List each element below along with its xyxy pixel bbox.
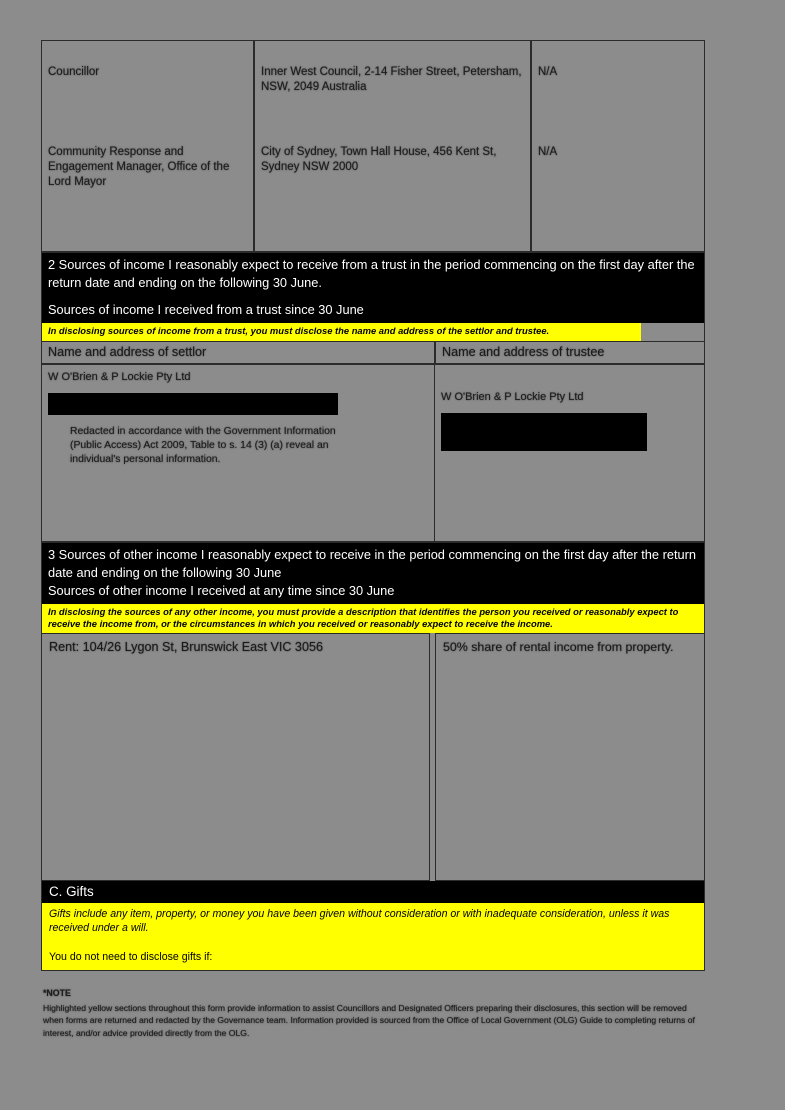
document-body (41, 40, 705, 1039)
trustee-name: W O'Brien & P Lockie Pty Ltd (441, 390, 584, 403)
section-c-guidance (41, 903, 705, 971)
section-c-guidance-text: Gifts include any item, property, or money you have been given without consideration or with inadequate consideration, unless it was received under a will. (49, 908, 670, 935)
other-value-1: N/A (538, 66, 558, 78)
redaction-bar-trustee (441, 413, 647, 451)
footnote-text: Highlighted yellow sections throughout this form provide information to assist Councillors and Designated Officers preparing their disclosures, this section will be removed when forms are returned and redacted by the Governance team. Information provided is sourced from the Office of Local Government (OLG) Guide to completing returns of interest, and/or advice provided directly from the OLG. (43, 1003, 695, 1038)
section2-guidance-row (41, 323, 705, 340)
footnote-label: *NOTE (43, 988, 71, 999)
trust-table-header (41, 341, 705, 364)
position-value-2: Community Response and Engagement Manager, Office of the Lord Mayor (48, 146, 230, 189)
footnote (41, 987, 705, 1039)
settlor-column-header: Name and address of settlor (41, 341, 435, 364)
guidance-filler (641, 323, 704, 340)
section3-heading-line1: 3 Sources of other income I reasonably expect to receive in the period commencing on the first day after the return date and ending on the following 30 June (48, 546, 697, 580)
other-column (531, 40, 705, 252)
section2-heading-line2: Sources of income I received from a trust since 30 June (48, 302, 364, 318)
address-value-2: City of Sydney, Town Hall House, 456 Kent St, Sydney NSW 2000 (261, 146, 497, 174)
section-c-title: C. Gifts (41, 881, 705, 903)
position-column (41, 40, 254, 252)
trustee-cell (435, 364, 705, 542)
income-source-cell: Rent: 104/26 Lygon St, Brunswick East VIC 3056 (41, 633, 430, 881)
settlor-name: W O'Brien & P Lockie Pty Ltd (48, 370, 191, 383)
trustee-column-header: Name and address of trustee (435, 341, 705, 364)
section2-heading (41, 252, 705, 323)
settlor-cell (41, 364, 435, 542)
position-address-table (41, 40, 705, 252)
address-column (254, 40, 531, 252)
income-description-cell: 50% share of rental income from property. (435, 633, 705, 881)
address-value-1: Inner West Council, 2-14 Fisher Street, Petersham, NSW, 2049 Australia (261, 66, 522, 94)
redaction-note: Redacted in accordance with the Government Information (Public Access) Act 2009, Table to s. 14 (3) (a) reveal an individual's personal information. (70, 425, 336, 466)
section3-heading (41, 542, 705, 604)
position-value-1: Councillor (48, 66, 100, 78)
section-c-subtext: You do not need to disclose gifts if: (49, 950, 213, 963)
section2-guidance: In disclosing sources of income from a trust, you must disclose the name and address of the settlor and trustee. (41, 323, 641, 340)
section3-heading-line2: Sources of other income I received at any time since 30 June (48, 582, 395, 598)
section3-guidance: In disclosing the sources of any other income, you must provide a description that identifies the person you received or reasonably expect to receive the income from, or the circumstances in which you received or reasonably expect to receive the income. (41, 604, 705, 633)
heading-gap (48, 292, 698, 301)
other-value-2: N/A (538, 146, 558, 158)
redaction-bar (48, 393, 338, 415)
section2-heading-line1: 2 Sources of income I reasonably expect to receive from a trust in the period commencing on the first day after the return date and ending on the following 30 June. (48, 257, 695, 291)
other-income-table (41, 633, 705, 881)
trust-table-body (41, 364, 705, 542)
